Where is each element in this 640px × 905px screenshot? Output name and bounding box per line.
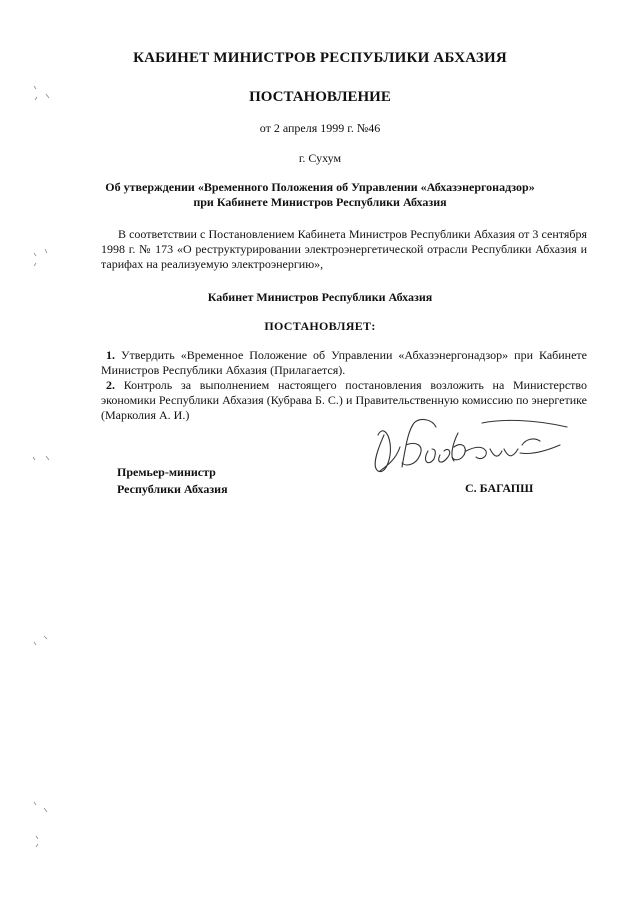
organization-heading: КАБИНЕТ МИНИСТРОВ РЕСПУБЛИКИ АБХАЗИЯ xyxy=(133,50,507,66)
margin-mark xyxy=(28,828,58,854)
date-number: от 2 апреля 1999 г. №46 xyxy=(259,121,381,135)
preamble-paragraph: В соответствии с Постановлением Кабинета Министров Республики Абхазия от 3 сентября 1998 г. № 173 «О реструктурировании электроэнергетической отрасли Республики Абхазия и тарифах на реализуемую электроэнергию», xyxy=(101,227,587,271)
signatory-position xyxy=(117,464,228,498)
decree-word: ПОСТАНОВЛЯЕТ: xyxy=(264,319,376,333)
handwritten-signature xyxy=(362,405,582,485)
decree-item-1 xyxy=(101,348,587,378)
item-text: Контроль за выполнением настоящего постановления возложить на Министерство экономики Республики Абхазия (Кубрава Б. С.) и Правительственную комиссию по энергетике (Марколия А. И.) xyxy=(101,378,587,422)
margin-mark xyxy=(28,447,58,473)
title-line-1: Об утверждении «Временного Положения об Управлении «Абхазэнергонадзор» xyxy=(105,180,535,194)
title-line-2: при Кабинете Министров Республики Абхазия xyxy=(193,195,447,209)
margin-mark xyxy=(28,796,58,822)
item-text: Утвердить «Временное Положение об Управлении «Абхазэнергонадзор» при Кабинете Министров Республики Абхазия (Прилагается). xyxy=(101,348,587,377)
item-number: 2. xyxy=(106,378,115,392)
position-line-1: Премьер-министр xyxy=(117,465,216,479)
item-number: 1. xyxy=(106,348,115,362)
issuer-name: Кабинет Министров Республики Абхазия xyxy=(207,290,433,304)
margin-mark xyxy=(28,245,58,271)
document-title xyxy=(0,180,640,210)
document-type-heading: ПОСТАНОВЛЕНИЕ xyxy=(249,89,391,105)
margin-mark xyxy=(28,80,58,106)
position-line-2: Республики Абхазия xyxy=(117,482,228,496)
signatory-name: С. БАГАПШ xyxy=(465,481,534,495)
city: г. Сухум xyxy=(298,151,342,165)
margin-mark xyxy=(28,630,58,656)
